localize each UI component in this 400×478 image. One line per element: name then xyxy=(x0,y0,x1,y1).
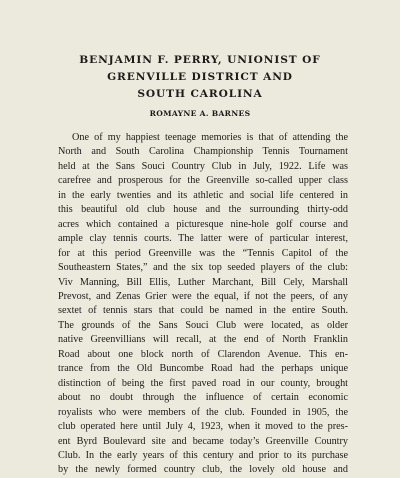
body-line: ample clay tennis courts. The latter were of particular interest, xyxy=(58,233,348,245)
body-line: by the newly formed country club, the lovely old house and xyxy=(58,464,348,476)
body-line: Road about one block north of Clarendon Avenue. This en- xyxy=(58,348,348,360)
body-line: royalists who were members of the club. Founded in 1905, the xyxy=(58,406,348,418)
body-line: acres which contained a picturesque nine-hole golf course and xyxy=(58,218,348,230)
article-body xyxy=(58,131,348,478)
body-line: Southeastern States,” and the six top seeded players of the club: xyxy=(58,262,348,274)
body-line: carefree and prosperous for the Greenville so-called upper class xyxy=(58,175,348,187)
body-line: this beautiful old club house and the surrounding thirty-odd xyxy=(58,204,348,216)
article-title xyxy=(40,52,360,103)
body-line: native Greenvillians will recall, at the end of North Franklin xyxy=(58,334,348,346)
article-title-line-1: BENJAMIN F. PERRY, UNIONIST OF xyxy=(79,54,321,66)
body-line: Club. In the early years of this century and prior to its purchase xyxy=(58,449,348,461)
body-line: Viv Manning, Bill Ellis, Luther Marchant, Bill Cely, Marshall xyxy=(58,276,348,288)
body-line: trance from the Old Buncombe Road had the perhaps unique xyxy=(58,363,348,375)
body-line: ent Byrd Boulevard site and became today’s Greenville Country xyxy=(58,435,348,447)
body-line: North and South Carolina Championship Tennis Tournament xyxy=(58,146,348,158)
article-title-line-2: GRENVILLE DISTRICT AND xyxy=(107,71,293,83)
article-title-line-3: SOUTH CAROLINA xyxy=(137,88,263,100)
body-line: for at this period Greenville was the “Tennis Capitol of the xyxy=(58,247,348,259)
body-line: One of my happiest teenage memories is that of attending the xyxy=(72,132,348,143)
body-line: held at the Sans Souci Country Club in July, 1922. Life was xyxy=(58,160,348,172)
article-author: ROMAYNE A. BARNES xyxy=(149,109,251,118)
body-line: Prevost, and Zenas Grier were the equal, if not the peers, of any xyxy=(58,290,348,302)
body-line: about no doubt through the influence of certain economic xyxy=(58,392,348,404)
body-line: The grounds of the Sans Souci Club were located, as older xyxy=(58,319,348,331)
body-line: club operated here until July 4, 1923, when it moved to the pres- xyxy=(58,421,348,433)
body-line: in the early twenties and its athletic and social life centered in xyxy=(58,189,348,201)
body-line: distinction of being the first paved road in our county, brought xyxy=(58,377,348,389)
body-line: sextet of tennis stars that could be named in the entire South. xyxy=(58,305,348,317)
